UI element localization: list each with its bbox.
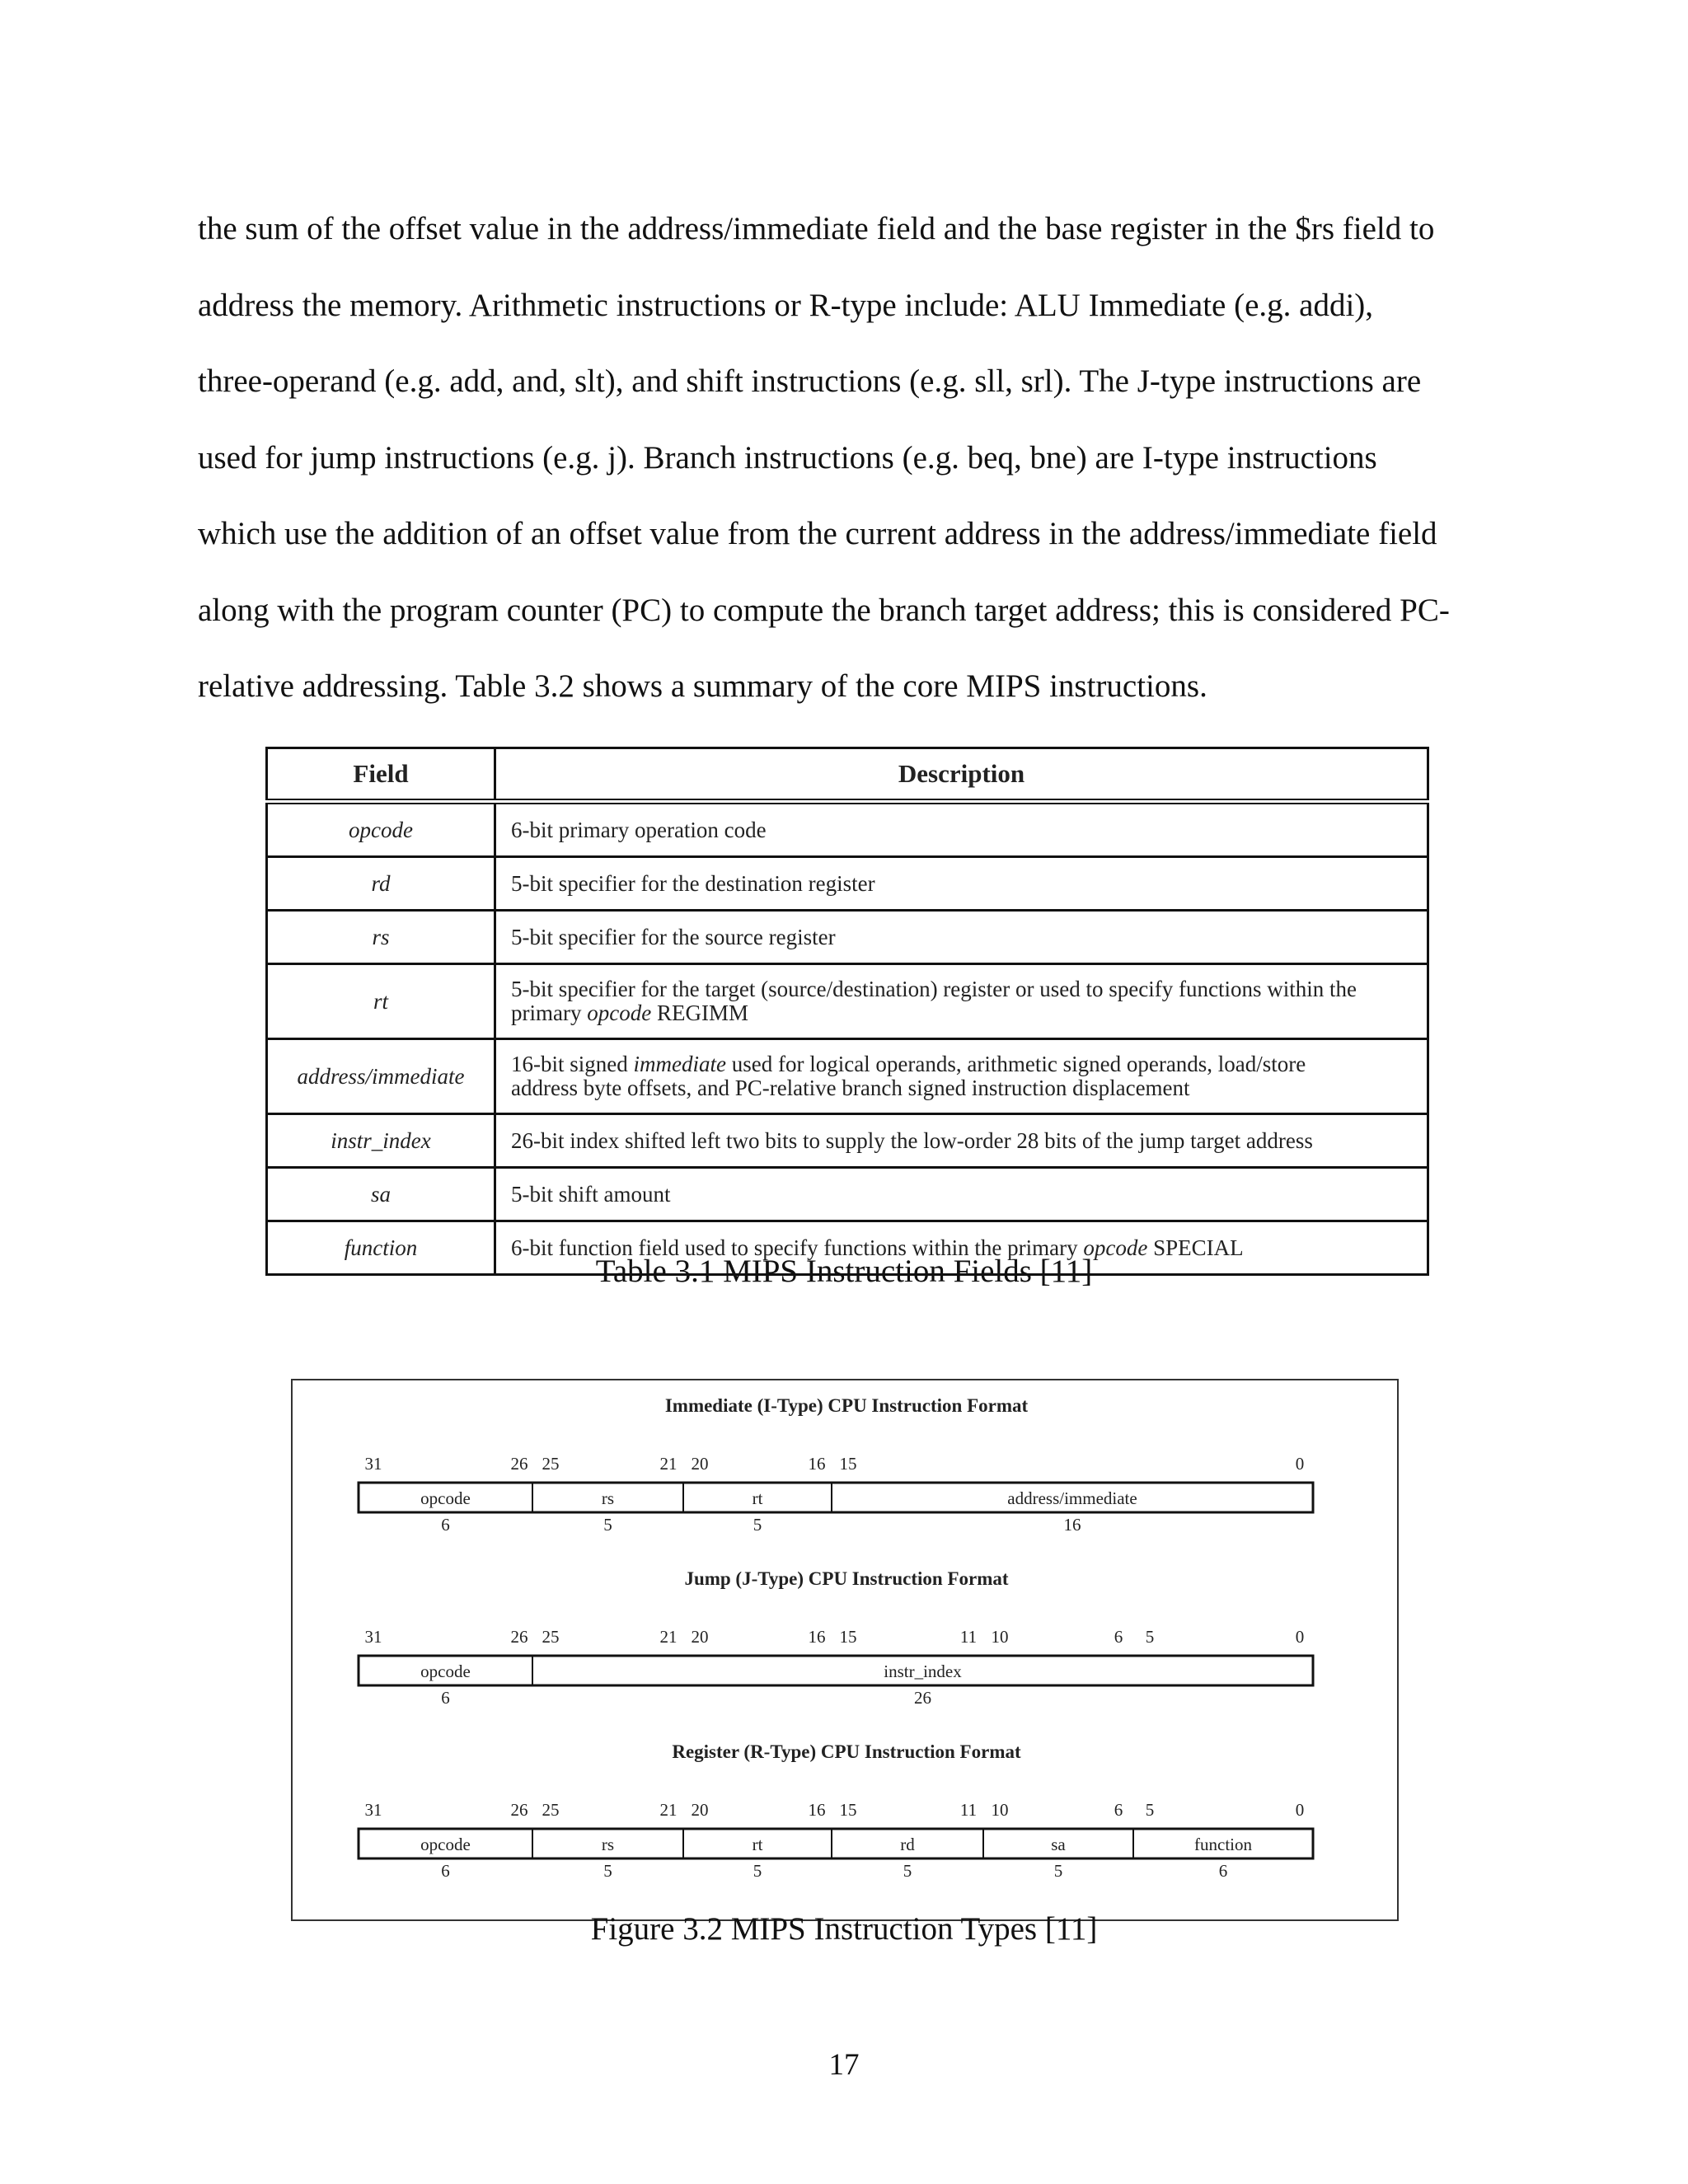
format-box [359,1829,1313,1858]
table-row [267,911,1428,964]
bit-label: 6 [1114,1627,1123,1647]
bit-label: 16 [808,1627,826,1647]
field-name: opcode [420,1661,471,1681]
bit-label: 21 [659,1800,678,1820]
field-width: 5 [603,1515,612,1535]
field-cell: opcode [267,802,495,857]
table-row [267,964,1428,1039]
bit-label: 0 [1295,1454,1305,1474]
description-cell: 5-bit specifier for the destination register [495,857,1428,911]
format-box [359,1656,1313,1685]
field-width: 5 [903,1861,912,1881]
field-name: instr_index [884,1661,962,1681]
field-width: 6 [441,1688,450,1708]
bit-label: 20 [691,1627,709,1647]
bit-label: 10 [991,1627,1009,1647]
description-cell: 5-bit specifier for the source register [495,911,1428,964]
bit-label: 26 [510,1454,528,1474]
bit-label: 0 [1295,1800,1305,1820]
field-header: Field [267,748,495,802]
bit-label: 5 [1145,1800,1155,1820]
description-cell: 6-bit function field used to specify functions within the primary opcode SPECIAL [495,1221,1428,1275]
field-width: 5 [603,1861,612,1881]
bit-label: 15 [839,1454,857,1474]
bit-label: 20 [691,1454,709,1474]
bit-label: 11 [959,1800,978,1820]
field-width: 5 [753,1861,762,1881]
table-header-row [267,748,1428,802]
paragraph-line: used for jump instructions (e.g. j). Branch instructions (e.g. beq, bne) are I-type instructions [198,439,1377,476]
instruction-formats-diagram [293,1380,1400,1923]
paragraph-line: relative addressing. Table 3.2 shows a summary of the core MIPS instructions. [198,668,1207,704]
field-width: 5 [1053,1861,1063,1881]
bit-label: 25 [542,1627,560,1647]
body-paragraph [198,191,1500,725]
bit-label: 26 [510,1627,528,1647]
bit-label: 21 [659,1454,678,1474]
field-cell: address/immediate [267,1039,495,1114]
field-name: rt [752,1835,763,1854]
table-row [267,857,1428,911]
bit-label: 25 [542,1800,560,1820]
format-box [359,1483,1313,1512]
table-caption: Table 3.1 MIPS Instruction Fields [11] [595,1254,1093,1289]
field-name: sa [1051,1835,1066,1854]
field-width: 6 [1218,1861,1228,1881]
field-cell: instr_index [267,1114,495,1168]
description-header: Description [495,748,1428,802]
field-width: 26 [914,1688,931,1708]
bit-label: 26 [510,1800,528,1820]
description-cell: 6-bit primary operation code [495,802,1428,857]
bit-label: 21 [659,1627,678,1647]
paragraph-line: the sum of the offset value in the address/immediate field and the base register in the $rs field to [198,211,1435,246]
field-cell: rd [267,857,495,911]
description-cell: 16-bit signed immediate used for logical operands, arithmetic signed operands, load/store address byte offsets, and PC-relative branch signed instruction displacement [495,1039,1428,1114]
bit-label: 15 [839,1627,857,1647]
field-width: 6 [441,1515,450,1535]
bit-label: 0 [1295,1627,1305,1647]
bit-label: 31 [364,1800,382,1820]
bit-label: 16 [808,1800,826,1820]
field-name: opcode [420,1835,471,1854]
format-title: Immediate (I-Type) CPU Instruction Format [664,1395,1029,1416]
field-cell: rs [267,911,495,964]
description-cell: 5-bit shift amount [495,1168,1428,1221]
field-cell: rt [267,964,495,1039]
bit-label: 31 [364,1627,382,1647]
bit-label: 31 [364,1454,382,1474]
page-number: 17 [828,2048,860,2082]
field-name: rt [752,1488,763,1508]
bit-label: 6 [1114,1800,1123,1820]
instruction-formats-figure [291,1379,1399,1921]
table-row [267,802,1428,857]
paragraph-line: address the memory. Arithmetic instructions or R-type include: ALU Immediate (e.g. addi), [198,287,1374,323]
field-width: 6 [441,1861,450,1881]
field-name: rs [601,1488,615,1508]
field-width: 16 [1063,1515,1081,1535]
field-name: address/immediate [1007,1488,1137,1508]
instruction-fields-table [265,747,1429,1276]
field-name: opcode [420,1488,471,1508]
field-width: 5 [753,1515,762,1535]
description-cell: 26-bit index shifted left two bits to supply the low-order 28 bits of the jump target address [495,1114,1428,1168]
bit-label: 16 [808,1454,826,1474]
bit-label: 15 [839,1800,857,1820]
field-cell: sa [267,1168,495,1221]
format-title: Register (R-Type) CPU Instruction Format [672,1741,1021,1762]
format-title: Jump (J-Type) CPU Instruction Format [684,1568,1009,1589]
table-row [267,1039,1428,1114]
bit-label: 10 [991,1800,1009,1820]
bit-label: 20 [691,1800,709,1820]
table-row [267,1168,1428,1221]
bit-label: 5 [1145,1627,1155,1647]
bit-label: 11 [959,1627,978,1647]
field-name: rd [900,1835,915,1854]
paragraph-line: three-operand (e.g. add, and, slt), and shift instructions (e.g. sll, srl). The J-type instructions are [198,363,1422,399]
field-cell: function [267,1221,495,1275]
field-name: rs [601,1835,615,1854]
description-cell: 5-bit specifier for the target (source/destination) register or used to specify functions within the primary opcode REGIMM [495,964,1428,1039]
figure-caption: Figure 3.2 MIPS Instruction Types [11] [590,1911,1098,1947]
table-row [267,1114,1428,1168]
bit-label: 25 [542,1454,560,1474]
paragraph-line: along with the program counter (PC) to compute the branch target address; this is considered PC- [198,592,1450,628]
paragraph-line: which use the addition of an offset value from the current address in the address/immediate field [198,516,1437,551]
field-name: function [1194,1835,1252,1854]
